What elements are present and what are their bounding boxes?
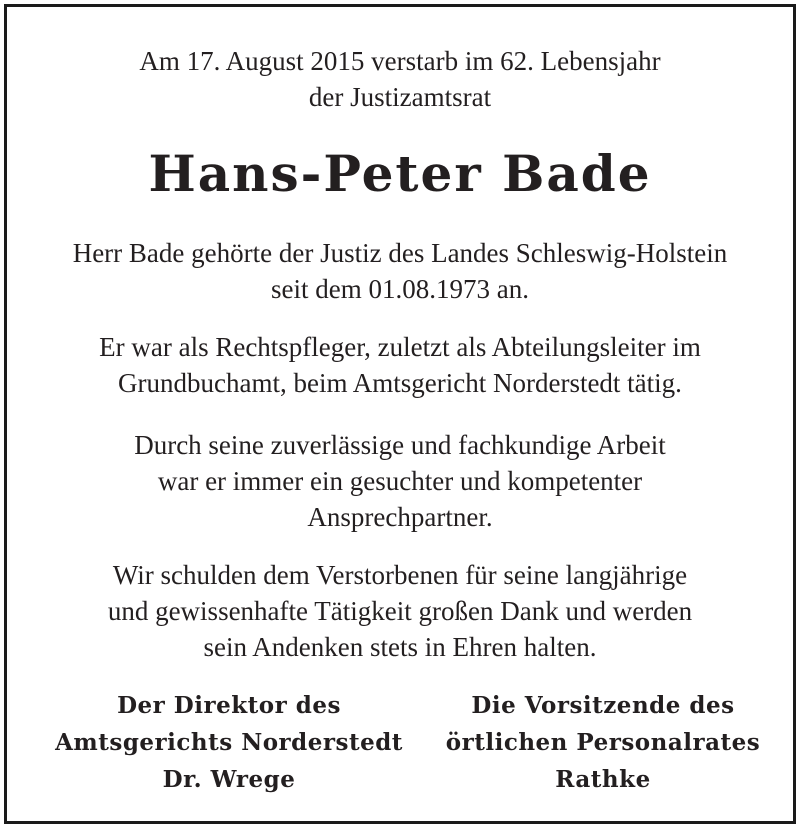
intro-text [7, 43, 793, 115]
signature-line: Die Vorsitzende des [471, 692, 735, 719]
paragraph-line: Herr Bade gehörte der Justiz des Landes Schleswig-Holstein [72, 238, 728, 268]
paragraph-position [7, 329, 793, 401]
signature-line: Amtsgerichts Norderstedt [55, 729, 403, 756]
intro-line-title: der Justizamtsrat [308, 82, 492, 112]
paragraph-service [7, 235, 793, 307]
paragraph-line: Er war als Rechtspfleger, zuletzt als Abteilungsleiter im [99, 332, 701, 362]
signature-line: Der Direktor des [117, 692, 341, 719]
paragraph-line: war er immer ein gesuchter und kompetenter [157, 466, 643, 496]
intro-line-date: Am 17. August 2015 verstarb im 62. Lebensjahr [139, 46, 661, 76]
paragraph-line: sein Andenken stets in Ehren halten. [203, 632, 597, 662]
signature-director [39, 687, 419, 798]
paragraph-line: seit dem 01.08.1973 an. [271, 274, 529, 304]
signature-name: Rathke [555, 766, 651, 793]
paragraph-line: Durch seine zuverlässige und fachkundige Arbeit [134, 430, 666, 460]
obituary-notice [4, 4, 796, 824]
signature-name: Dr. Wrege [162, 766, 296, 793]
paragraph-work [7, 427, 793, 535]
deceased-name: Hans-Peter Bade [148, 144, 652, 203]
paragraph-line: Grundbuchamt, beim Amtsgericht Norderstedt tätig. [118, 368, 682, 398]
paragraph-line: und gewissenhafte Tätigkeit großen Dank und werden [107, 596, 693, 626]
signature-staff-council [435, 687, 771, 798]
signature-line: örtlichen Personalrates [445, 729, 761, 756]
paragraph-line: Ansprechpartner. [307, 502, 493, 532]
paragraph-gratitude [7, 557, 793, 665]
paragraph-line: Wir schulden dem Verstorbenen für seine langjährige [112, 560, 688, 590]
